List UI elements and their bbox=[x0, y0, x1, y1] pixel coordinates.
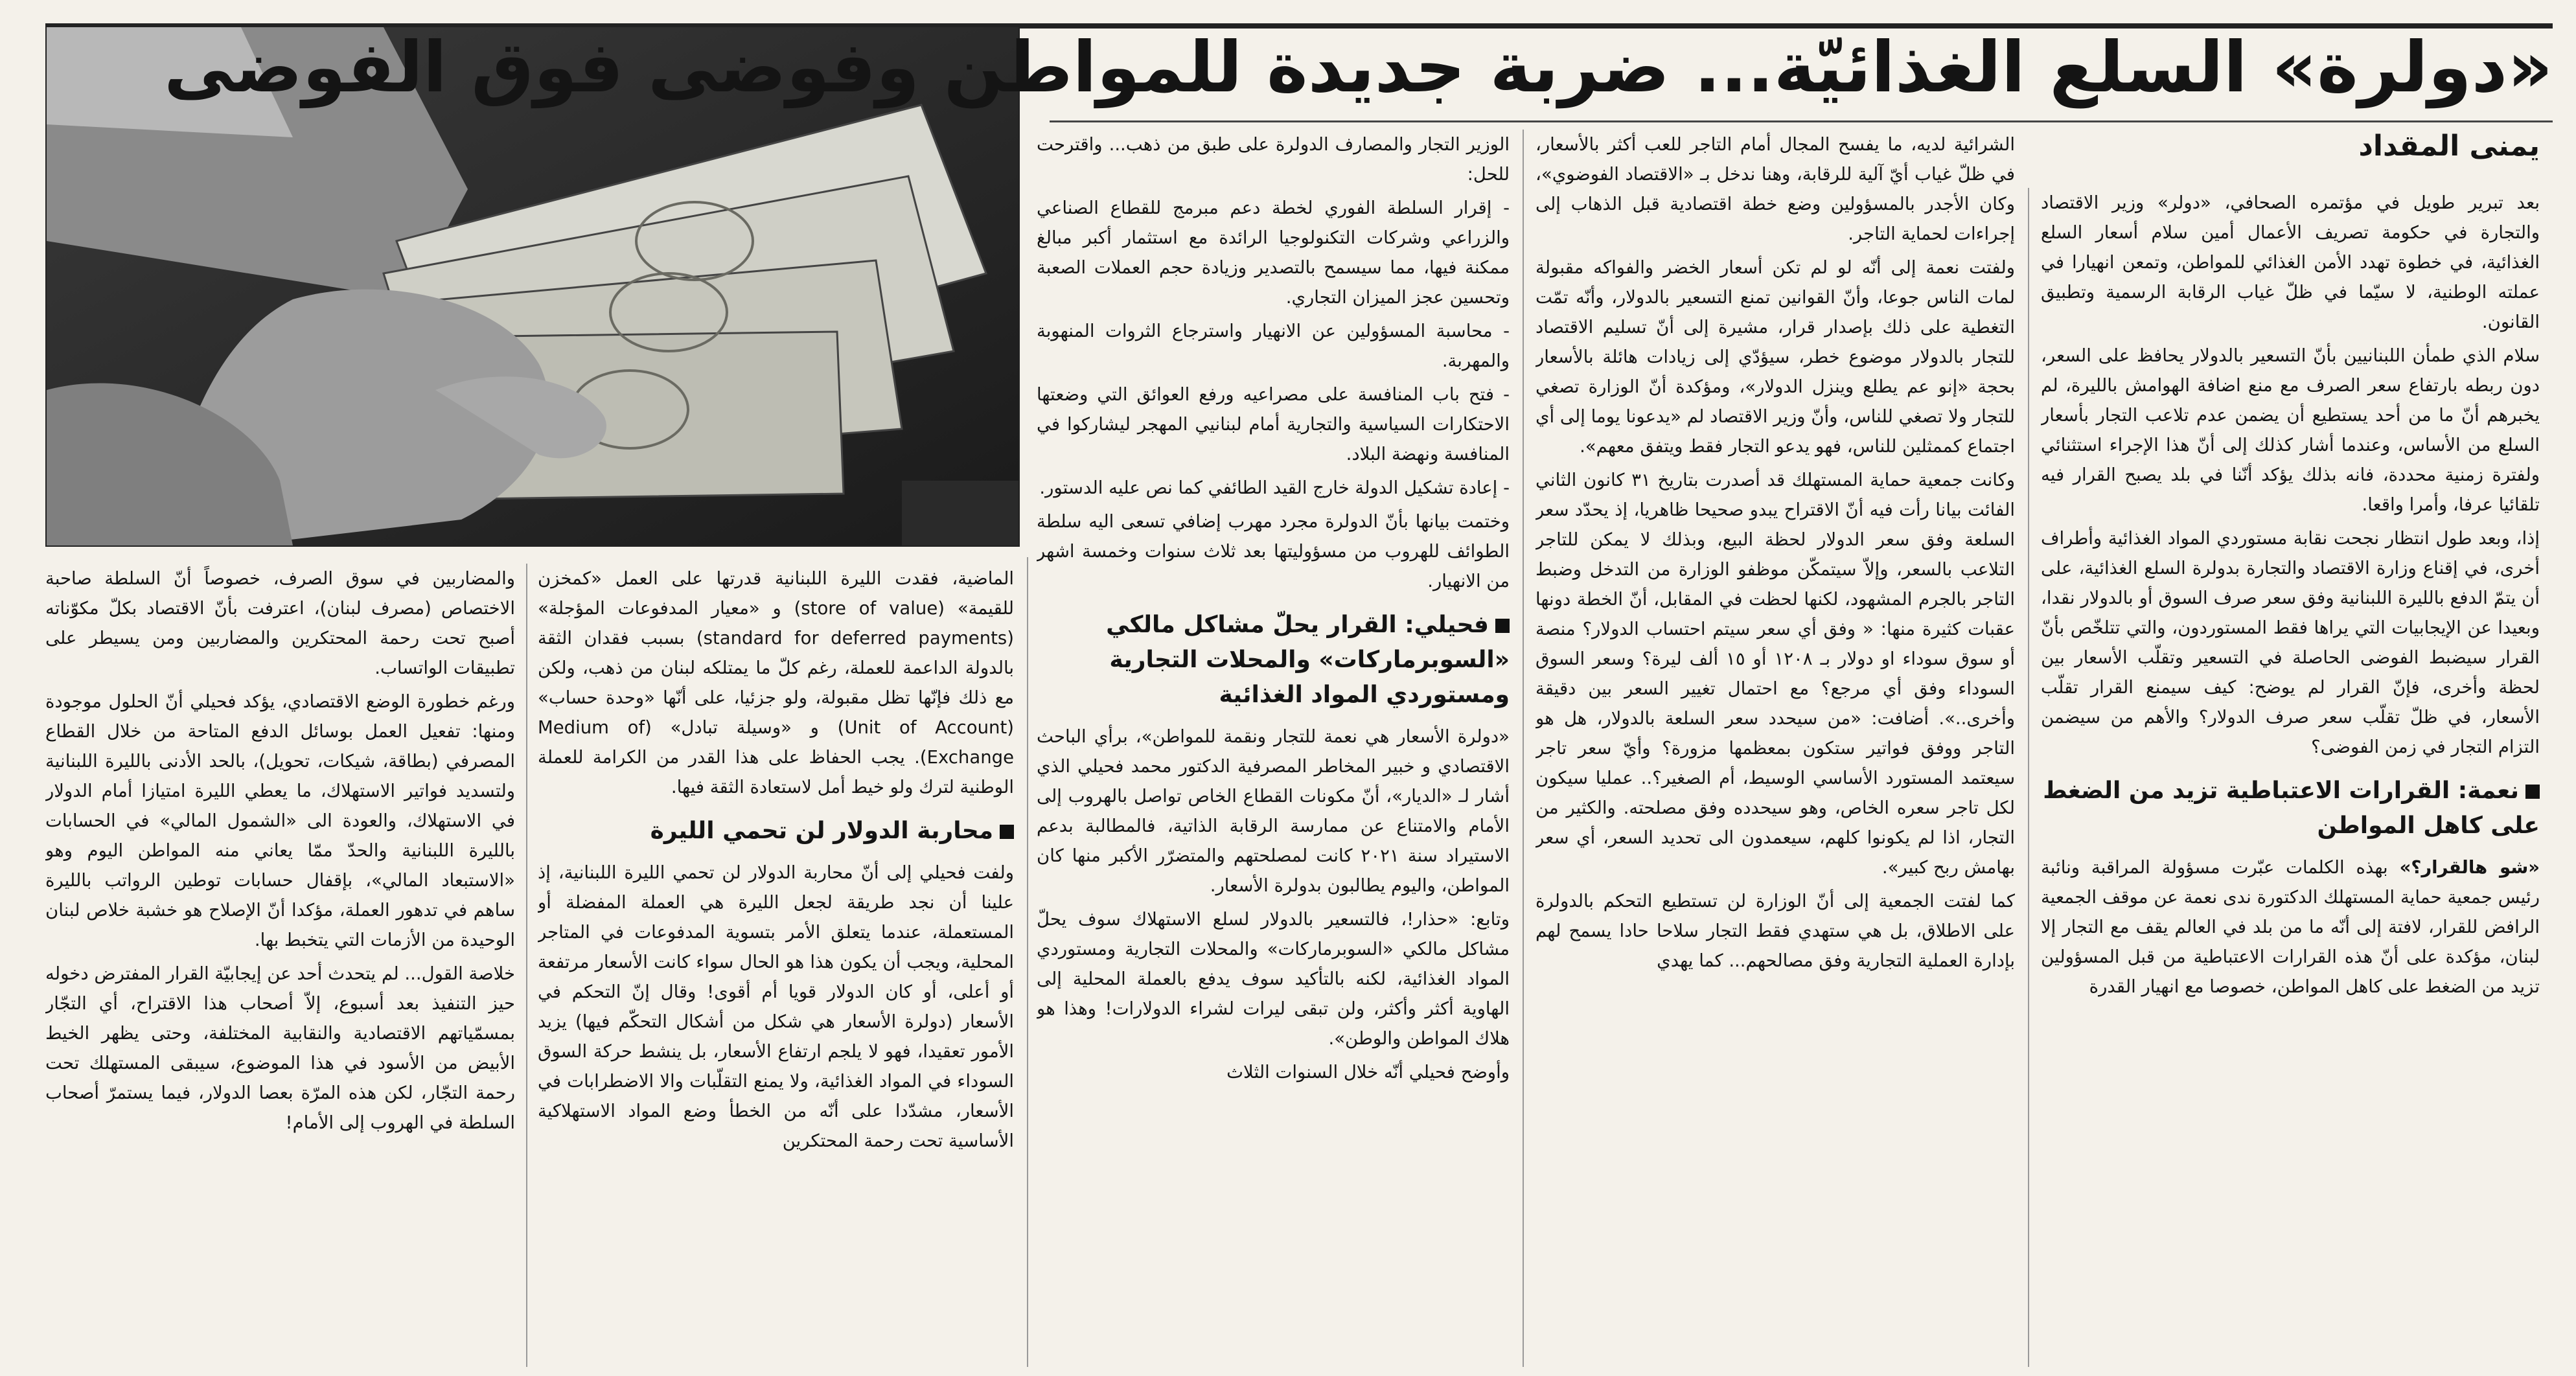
square-bullet-icon bbox=[2525, 785, 2540, 799]
list-item: - إعادة تشكيل الدولة خارج القيد الطائفي كما نص عليه الدستور. bbox=[1039, 477, 1510, 498]
subheading bbox=[538, 814, 1014, 849]
paragraph: الوزير التجار والمصارف الدولرة على طبق من ذهب... واقترحت للحل: bbox=[1037, 134, 1510, 185]
paragraph: كما لفتت الجمعية إلى أنّ الوزارة لن تستطيع التحكم بالدولرة على الاطلاق، بل هي ستهدي فقط التجار سلاحا حادا يسمح لهم بإدارة العملية التجارية وفق مصالحهم... كما يهدي bbox=[1535, 891, 2015, 971]
paragraph: والمضاربين في سوق الصرف، خصوصاً أنّ السلطة صاحبة الاختصاص (مصرف لبنان)، اعترفت بأنّ الاقتصاد بكلّ مكوّناته أصبح تحت رحمة المحتكرين والمضاربين ومن يسيطر على تطبيقات الواتساب. bbox=[45, 568, 515, 678]
column-separator bbox=[1523, 130, 1524, 1367]
square-bullet-icon bbox=[1000, 825, 1014, 839]
headline: «دولرة» السلع الغذائيّة... ضربة جديدة للمواطن وفوضى فوق الفوضى bbox=[164, 27, 2553, 108]
paragraph: «دولرة الأسعار هي نعمة للتجار ونقمة للمواطن»، برأي الباحث الاقتصادي و خبير المخاطر المصرفية الدكتور محمد فحيلي الذي أشار لـ «الديار»، أنّ مكونات القطاع الخاص تواصل بالهروب إلى الأمام والامتناع عن ممارسة الرقابة الذاتية، فالمطالبة بدعم الاستيراد سنة ٢٠٢١ كانت لمصلحتهم والمتضرّر الأكبر منها كان المواطن، واليوم يطالبون بدولرة الأسعار. bbox=[1037, 726, 1510, 896]
paragraph: الشرائية لديه، ما يفسح المجال أمام التاجر للعب أكثر بالأسعار، في ظلّ غياب أيّ آلية للرقابة، وهنا ندخل بـ «الاقتصاد الفوضوي»، وكان الأجدر بالمسؤولين وضع خطة اقتصادية قبل الذهاب إلى إجراءات لحماية التاجر. bbox=[1535, 134, 2015, 244]
column-4 bbox=[538, 564, 1014, 1367]
quote: «شو هالقرار؟» bbox=[2399, 857, 2540, 878]
paragraph: وأوضح فحيلي أنّه خلال السنوات الثلاث bbox=[1226, 1062, 1510, 1083]
paragraph: وختمت بيانها بأنّ الدولرة مجرد مهرب إضافي تسعى اليه سلطة الطوائف للهروب من مسؤوليتها بعد ثلاث سنوات وخمسة اشهر من الانهيار. bbox=[1037, 511, 1510, 591]
headline-rule bbox=[1050, 120, 2553, 122]
column-separator bbox=[1027, 557, 1028, 1367]
column-2 bbox=[1535, 130, 2015, 1367]
paragraph: الماضية، فقدت الليرة اللبنانية قدرتها على العمل «كمخزن للقيمة» (store of value) و «معيار المدفوعات المؤجلة» (standard for deferred payments) بسبب فقدان الثقة بالدولة الداعمة للعملة، رغم كلّ ما يمتلكه لبنان من ذهب، ولكن مع ذلك فإنّها تظل مقبولة، ولو جزئيا، على أنّها «وحدة حساب» (Unit of Account) و «وسيلة تبادل» (Medium of Exchange). يجب الحفاظ على هذا القدر من الكرامة للعملة الوطنية لترك ولو خيط أمل لاستعادة الثقة فيها. bbox=[538, 568, 1014, 797]
byline: يمنى المقداد bbox=[2358, 130, 2540, 163]
paragraph: سلام الذي طمأن اللبنانيين بأنّ التسعير بالدولار يحافظ على السعر، دون ربطه بارتفاع سعر الصرف مع منع اضافة الهوامش بالليرة، لم يخبرهم أنّ ما من أحد يستطيع أن يضمن عدم تلاعب التجار بأسعار السلع من الأساس، وعندما أشار كذلك إلى أنّ هذا الإجراء استثنائي ولفترة زمنية محددة، فانه بذلك يؤكد أنّنا في بلد يصبح القرار فيه تلقائيا عرفا، وأمرا واقعا. bbox=[2041, 345, 2540, 515]
paragraph bbox=[2041, 853, 2540, 1002]
column-separator bbox=[526, 564, 527, 1367]
paragraph: خلاصة القول... لم يتحدث أحد عن إيجابيّة القرار المفترض دخوله حيز التنفيذ بعد أسبوع، إلاّ أصحاب هذا الاقتراح، أي التجّار بمسمّياتهم الاقتصادية والنقابية المختلفة، وحتى يظهر الخيط الأبيض من الأسود في هذا الموضوع، سيبقى المستهلك تحت رحمة التجّار، لكن هذه المرّة بعصا الدولار، فيما يستمرّ أصحاب السلطة في الهروب إلى الأمام! bbox=[45, 963, 515, 1133]
paragraph: بعد تبرير طويل في مؤتمره الصحافي، «دولر» وزير الاقتصاد والتجارة في حكومة تصريف الأعمال أمين سلام أسعار السلع الغذائية، في خطوة تهدد الأمن الغذائي للمواطن، وتمعن انهيارا في عملته الوطنية، لا سيّما في ظلّ غياب الرقابة الرسمية وتطبيق القانون. bbox=[2041, 192, 2540, 332]
list-item: - محاسبة المسؤولين عن الانهيار واسترجاع الثروات المنهوبة والمهربة. bbox=[1037, 321, 1510, 371]
list-item: - إقرار السلطة الفوري لخطة دعم مبرمج للقطاع الصناعي والزراعي وشركات التكنولوجيا الرائدة مع استثمار أكبر مبالغ ممكنة فيها، مما سيسمح بالتصدير وزيادة حجم العملات الصعبة وتحسين عجز الميزان التجاري. bbox=[1037, 198, 1510, 308]
paragraph: وكانت جمعية حماية المستهلك قد أصدرت بتاريخ ٣١ كانون الثاني الفائت بيانا رأت فيه أنّ الاقتراح يبدو صحيحا ظاهريا، إذ يحدّد سعر السلعة وفق سعر الدولار لحظة البيع، وبذلك لا يمكن للتاجر التلاعب بالسعر، وإلاّ سيتمكّن موظفو الوزارة من التدخل وضبط التاجر بالجرم المشهود، لكنها لحظت في المقابل، أنّ الخطة دونها عقبات كثيرة منها: « وفق أي سعر سيتم احتساب الدولار؟ منصة أو سوق سوداء او دولار بـ ١٢٠٨ أو ١٥ ألف ليرة؟ وسعر السوق السوداء وفق أي مرجع؟ مع احتمال تغيير السعر بين دقيقة وأخرى..». أضافت: «من سيحدد سعر السلعة بالدولار، هل هو التاجر ووفق فواتير ستكون بمعظمها مزورة؟ وأيّ سعر تاجر سيعتمد المستورد الأساسي الوسيط، أم الصغير؟.. عمليا سيكون لكل تاجر سعره الخاص، وهو سيحدده وفق مصلحته. والكثير من التجار، اذا لم يكونوا كلهم، سيعمدون الى تحديد السعر، أي سعر بهامش ربح كبير». bbox=[1535, 470, 2015, 878]
subheading-text: محاربة الدولار لن تحمي الليرة bbox=[650, 818, 993, 844]
column-5 bbox=[45, 564, 515, 1367]
subheading-text: نعمة: القرارات الاعتباطية تزيد من الضغط على كاهل المواطن bbox=[2043, 777, 2540, 839]
column-3 bbox=[1037, 130, 1510, 1367]
list-item: - فتح باب المنافسة على مصراعيه ورفع العوائق التي وضعتها الاحتكارات السياسية والتجارية أمام لبنانيي المهجر ليشاركوا في المنافسة ونهضة البلاد. bbox=[1037, 384, 1510, 464]
paragraph: إذا، وبعد طول انتظار نجحت نقابة مستوردي المواد الغذائية وأطراف أخرى، في إقناع وزارة الاقتصاد والتجارة بدولرة السلع الغذائية، على أن يتمّ الدفع بالليرة اللبنانية وفق سعر صرف السوق أو بالدولار نقدا، وبعيدا عن الإيجابيات التي يراها فقط المستوردون، والتي تتلخّص بأنّ القرار سيضبط الفوضى الحاصلة في التسعير وتقلّب الأسعار بين لحظة وأخرى، فإنّ القرار لم يوضح: كيف سيمنع القرار تقلّب الأسعار، في ظلّ تقلّب سعر صرف الدولار؟ والأهم من سيضمن التزام التجار في زمن الفوضى؟ bbox=[2041, 528, 2540, 757]
paragraph-text: بهذه الكلمات عبّرت مسؤولة المراقبة ونائبة رئيس جمعية حماية المستهلك الدكتورة ندى نعمة عن موقف الجمعية الرافض للقرار، لافتة إلى أنّه ما من بلد في العالم يقف مع التجار إلا لبنان، مؤكدة على أنّ هذه القرارات الاعتباطية من قبل المسؤولين تزيد من الضغط على كاهل المواطن، خصوصا مع انهيار القدرة bbox=[2041, 857, 2540, 997]
column-1 bbox=[2041, 188, 2540, 1367]
paragraph: ولفت فحيلي إلى أنّ محاربة الدولار لن تحمي الليرة اللبنانية، إذ علينا أن نجد طريقة لجعل الليرة هي العملة المفضلة أو المستعملة، عندما يتعلق الأمر بتسوية المدفوعات في المتاجر المحلية، ويجب أن يكون هذا هو الحال سواء كانت الأسعار مرتفعة أو أعلى، أو كان الدولار قويا أم أقوى! وقال إنّ التحكم في الأسعار (دولرة الأسعار هي شكل من أشكال التحكّم فيها) يزيد الأمور تعقيدا، فهو لا يلجم ارتفاع الأسعار، بل ينشط حركة السوق السوداء في المواد الغذائية، ولا يمنع التقلّبات والا الاضطرابات في الأسعار، مشدّدا على أنّه من الخطأ وضع المواد الاستهلاكية الأساسية تحت رحمة المحتكرين bbox=[538, 862, 1014, 1151]
subheading bbox=[1037, 608, 1510, 713]
paragraph: ولفتت نعمة إلى أنّه لو لم تكن أسعار الخضر والفواكه مقبولة لمات الناس جوعا، وأنّ القوانين تمنع التسعير بالدولار، وأنّه تمّت التغطية على ذلك بإصدار قرار، مشيرة إلى أنّ تسليم الاقتصاد للتجار بالدولار موضوع خطر، سيؤدّي إلى زيادات هائلة بالأسعار بحجة «إنو عم يطلع وينزل الدولار»، ومؤكدة أنّ الوزارة تصغي للتجار ولا تصغي للناس، وأنّ وزير الاقتصاد لم «يدعونا يوما إلى أي اجتماع كممثلين للناس، فهو يدعو التجار فقط ويتفق معهم». bbox=[1535, 257, 2015, 457]
column-separator bbox=[2028, 188, 2029, 1367]
paragraph: وتابع: «حذار!، فالتسعير بالدولار لسلع الاستهلاك سوف يحلّ مشاكل مالكي «السوبرماركات» والمحلات التجارية ومستوردي المواد الغذائية، لكنه بالتأكيد سوف يدفع بالعملة المحلية إلى الهاوية أكثر وأكثر، ولن تبقى ليرات لشراء الدولارات! وهذا هو هلاك المواطن والوطن». bbox=[1037, 909, 1510, 1049]
square-bullet-icon bbox=[1495, 619, 1510, 633]
subheading-text: فحيلي: القرار يحلّ مشاكل مالكي «السوبرماركات» والمحلات التجارية ومستوردي المواد الغذائية bbox=[1106, 612, 1510, 708]
paragraph: ورغم خطورة الوضع الاقتصادي، يؤكد فحيلي أنّ الحلول موجودة ومنها: تفعيل العمل بوسائل الدفع المتاحة من خلال القطاع المصرفي (بطاقة، شيكات، تحويل)، بالحد الأدنى بالليرة اللبنانية ولتسديد فواتير الاستهلاك، ما يعطي الليرة امتيازا أمام الدولار في الاستهلاك، والعودة الى «الشمول المالي» في الحسابات بالليرة اللبنانية والحدّ ممّا يعاني منه المواطن اليوم وهو «الاستبعاد المالي»، بإقفال حسابات توطين الرواتب بالليرة ساهم في تدهور العملة، مؤكدا أنّ الإصلاح هو خشبة خلاص لبنان الوحيدة من الأزمات التي يتخبط بها. bbox=[45, 691, 515, 950]
subheading bbox=[2041, 774, 2540, 843]
